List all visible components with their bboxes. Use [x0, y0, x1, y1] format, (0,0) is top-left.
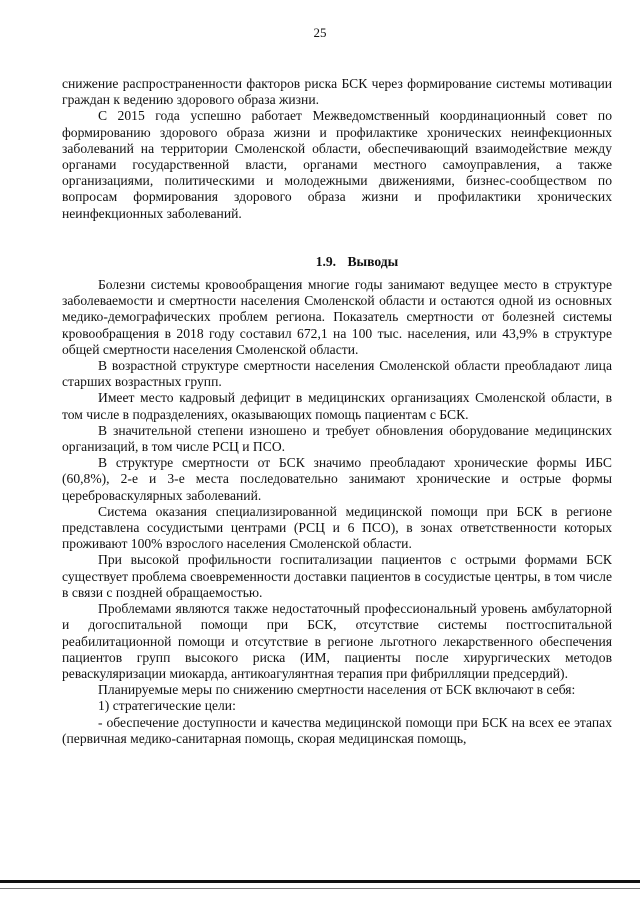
list-item: - обеспечение доступности и качества медицинской помощи при БСК на всех ее этапах (первичная медико-санитарная помощь, скорая медицинская помощь, [62, 714, 612, 746]
conclusion-paragraph: При высокой профильности госпитализации пациентов с острыми формами БСК существует проблема своевременности доставки пациентов в сосудистые центры, в том числе в связи с поздней обращаемостью. [62, 552, 612, 600]
paragraph: снижение распространенности факторов риска БСК через формирование системы мотивации граждан к ведению здорового образа жизни. [62, 76, 612, 108]
footer-rule-thin [0, 888, 640, 889]
section-heading: 1.9. Выводы [315, 253, 399, 269]
conclusion-paragraph: В структуре смертности от БСК значимо преобладают хронические формы ИБС (60,8%), 2-е и 3-е места последовательно занимают хронические и острые формы цереброваскулярных заболеваний. [62, 455, 612, 503]
page-number: 25 [313, 25, 327, 40]
conclusion-paragraph: Имеет место кадровый дефицит в медицинских организациях Смоленской области, в том числе в подразделениях, оказывающих помощь пациентам с БСК. [62, 390, 612, 422]
paragraph: С 2015 года успешно работает Межведомственный координационный совет по формированию здорового образа жизни и профилактике хронических неинфекционных заболеваний на территории Смоленской области, обеспечивающий взаимодействие между органами государственной власти, органами местного самоуправления, а также организациями, политическими и молодежными движениями, бизнес-сообществом по вопросам формирования здорового образа жизни и профилактики хронических неинфекционных заболеваний. [62, 108, 612, 221]
conclusion-paragraph: Планируемые меры по снижению смертности населения от БСК включают в себя: [98, 682, 576, 698]
conclusion-paragraph: Проблемами являются также недостаточный профессиональный уровень амбулаторной и догоспитальной помощи при БСК, отсутствие системы постгоспитальной реабилитационной помощи и отсутствие в регионе льготного лекарственного обеспечения пациентов групп высокого риска (ИМ, пациенты после хирургических методов реваскуляризации миокарда, антикоагулянтная терапия при фибрилляции предсердий). [62, 601, 612, 681]
conclusion-paragraph: Болезни системы кровообращения многие годы занимают ведущее место в структуре заболеваемости и смертности населения Смоленской области и остаются одной из основных медико-демографических проблем региона. Показатель смертности от болезней системы кровообращения в 2018 году составил 672,1 на 100 тыс. населения, или 43,9% в структуре общей смертности населения Смоленской области. [62, 277, 612, 357]
conclusion-paragraph: В возрастной структуре смертности населения Смоленской области преобладают лица старших возрастных групп. [62, 358, 612, 390]
list-heading: 1) стратегические цели: [98, 698, 236, 714]
conclusion-paragraph: Система оказания специализированной медицинской помощи при БСК в регионе представлена сосудистыми центрами (РСЦ и 6 ПСО), в зонах ответственности которых проживают 100% взрослого населения Смоленской области. [62, 503, 612, 552]
footer-rule [0, 880, 640, 883]
conclusion-paragraph: В значительной степени изношено и требует обновления оборудование медицинских организаций, в том числе РСЦ и ПСО. [62, 422, 612, 455]
document-body [62, 76, 612, 747]
